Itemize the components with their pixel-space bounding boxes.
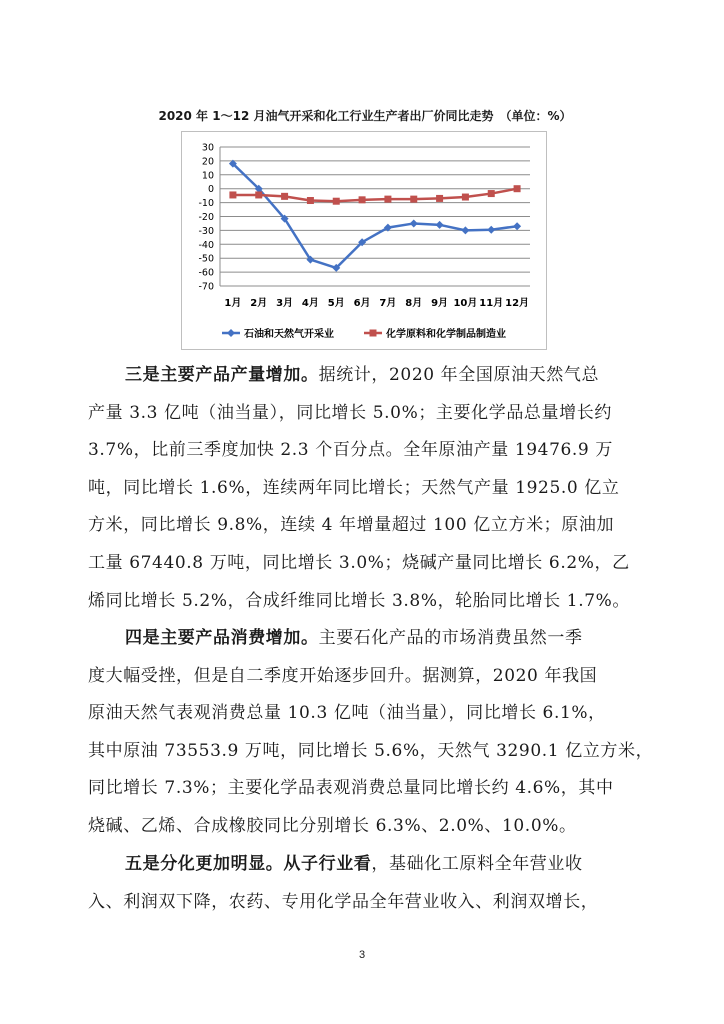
paragraph-line: 烧碱、乙烯、合成橡胶同比分别增长 6.3%、2.0%、10.0%。 bbox=[88, 815, 577, 836]
paragraph-line bbox=[88, 846, 638, 884]
series-line-2 bbox=[233, 189, 517, 202]
paragraph-lead: 三是主要产品产量增加。 bbox=[125, 365, 319, 385]
paragraph-line: 工量 67440.8 万吨，同比增长 3.0%；烧碱产量同比增长 6.2%，乙 bbox=[88, 552, 630, 573]
line-chart-canvas bbox=[182, 132, 546, 349]
data-point bbox=[307, 197, 314, 204]
y-tick-label: 30 bbox=[201, 142, 214, 154]
y-tick-label: -40 bbox=[198, 239, 214, 251]
paragraph-line: 原油天然气表观消费总量 10.3 亿吨（油当量），同比增长 6.1%， bbox=[88, 703, 606, 724]
data-point bbox=[333, 198, 340, 205]
y-tick-label: 10 bbox=[201, 170, 214, 182]
legend-marker bbox=[227, 329, 235, 337]
paragraph-line: 入、利润双下降，农药、专用化学品全年营业收入、利润双增长， bbox=[88, 891, 599, 912]
x-tick-label: 4月 bbox=[301, 298, 319, 309]
chart-title: 2020 年 1～12 月油气开采和化工行业生产者出厂价同比走势 （单位：%） bbox=[158, 109, 572, 123]
paragraph-line: 3.7%，比前三季度加快 2.3 个百分点。全年原油产量 19476.9 万 bbox=[88, 440, 613, 461]
x-tick-label: 9月 bbox=[431, 298, 449, 309]
x-tick-label: 5月 bbox=[327, 298, 345, 309]
data-point bbox=[384, 196, 391, 203]
data-point bbox=[514, 185, 521, 192]
data-point bbox=[488, 190, 495, 197]
x-tick-label: 3月 bbox=[276, 298, 294, 309]
y-tick-label: -20 bbox=[198, 212, 214, 223]
x-tick-label: 2月 bbox=[250, 298, 268, 309]
y-tick-label: -10 bbox=[198, 198, 214, 210]
paragraph-lead: 四是主要产品消费增加。 bbox=[125, 628, 319, 648]
paragraph-line: 烯同比增长 5.2%，合成纤维同比增长 3.8%，轮胎同比增长 1.7%。 bbox=[88, 590, 630, 611]
data-point bbox=[461, 226, 469, 234]
line-text: 主要石化产品的市场消费虽然一季 bbox=[318, 628, 583, 648]
data-point bbox=[410, 196, 417, 203]
data-point bbox=[359, 196, 366, 203]
x-tick-label: 6月 bbox=[353, 298, 371, 309]
y-tick-label: -30 bbox=[198, 225, 214, 237]
paragraph-line: 度大幅受挫，但是自二季度开始逐步回升。据测算，2020 年我国 bbox=[88, 665, 598, 686]
data-point bbox=[462, 194, 469, 201]
data-point bbox=[281, 193, 288, 200]
paragraph-line bbox=[88, 620, 638, 658]
y-tick-label: 20 bbox=[201, 156, 214, 168]
data-point bbox=[229, 191, 236, 198]
paragraph-lead: 五是分化更加明显。从子行业看 bbox=[125, 854, 372, 874]
line-text: 据统计，2020 年全国原油天然气总 bbox=[318, 365, 600, 385]
paragraph-consumption bbox=[88, 620, 654, 846]
paragraph-differentiation bbox=[88, 846, 638, 921]
paragraph-production bbox=[88, 357, 638, 620]
data-point bbox=[436, 221, 444, 229]
x-tick-label: 8月 bbox=[405, 298, 423, 309]
data-point bbox=[487, 226, 495, 234]
data-point bbox=[513, 222, 521, 230]
y-tick-label: 0 bbox=[207, 184, 214, 196]
data-point bbox=[436, 195, 443, 202]
x-tick-label: 10月 bbox=[453, 298, 478, 309]
legend-marker bbox=[370, 330, 377, 337]
series-line-1 bbox=[233, 164, 517, 268]
x-tick-label: 11月 bbox=[479, 298, 504, 309]
data-point bbox=[255, 191, 262, 198]
legend-label: 石油和天然气开采业 bbox=[244, 329, 334, 340]
paragraph-line: 吨，同比增长 1.6%，连续两年同比增长；天然气产量 1925.0 亿立 bbox=[88, 477, 620, 498]
legend-label: 化学原料和化学制品制造业 bbox=[386, 329, 506, 340]
y-tick-label: -70 bbox=[198, 281, 214, 293]
x-tick-label: 12月 bbox=[505, 298, 530, 309]
page-number: 3 bbox=[358, 949, 366, 961]
y-tick-label: -60 bbox=[198, 267, 214, 279]
paragraph-line: 方米，同比增长 9.8%，连续 4 年增量超过 100 亿立方米；原油加 bbox=[88, 515, 615, 536]
y-tick-label: -50 bbox=[198, 253, 214, 265]
data-point bbox=[410, 219, 418, 227]
paragraph-line bbox=[88, 357, 638, 395]
x-tick-label: 1月 bbox=[224, 298, 242, 309]
line-text: ，基础化工原料全年营业收 bbox=[371, 854, 583, 874]
x-tick-label: 7月 bbox=[379, 298, 397, 309]
line-chart bbox=[181, 131, 547, 350]
paragraph-line: 同比增长 7.3%；主要化学品表观消费总量同比增长约 4.6%，其中 bbox=[88, 778, 614, 799]
paragraph-line: 其中原油 73553.9 万吨，同比增长 5.6%，天然气 3290.1 亿立方米， bbox=[88, 740, 654, 761]
paragraph-line: 产量 3.3 亿吨（油当量），同比增长 5.0%；主要化学品总量增长约 bbox=[88, 402, 612, 423]
